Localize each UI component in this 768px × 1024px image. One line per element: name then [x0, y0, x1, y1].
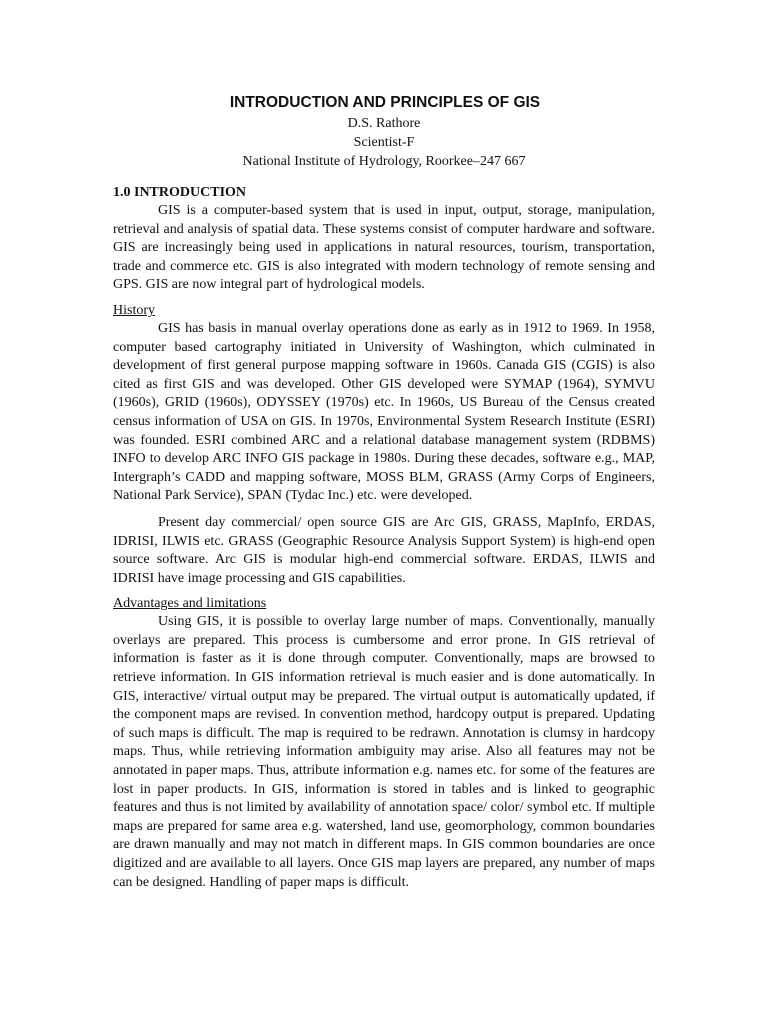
author-name: D.S. Rathore — [347, 116, 421, 131]
advantages-heading: Advantages and limitations — [113, 596, 267, 612]
present-day-paragraph: Present day commercial/ open source GIS are Arc GIS, GRASS, MapInfo, ERDAS, IDRISI, ILWIS etc. GRASS (Geographic Resource Analysis Support System) is high-end open source software. Arc GIS is modular high-end commercial software. ERDAS, ILWIS and IDRISI have image processing and GIS capabilities. — [113, 514, 655, 586]
document-title: INTRODUCTION AND PRINCIPLES OF GIS — [229, 94, 541, 111]
intro-paragraph: GIS is a computer-based system that is used in input, output, storage, manipulation, retrieval and analysis of spatial data. These systems consist of computer hardware and software. GIS are increasingly being used in applications in natural resources, tourism, transportation, trade and commerce etc. GIS is also integrated with modern technology of remote sensing and GPS. GIS are now integral part of hydrological models. — [113, 203, 655, 293]
document-page — [113, 92, 655, 892]
author-affiliation: National Institute of Hydrology, Roorkee–247 667 — [242, 154, 526, 169]
history-paragraph: GIS has basis in manual overlay operations done as early as in 1912 to 1969. In 1958, computer based cartography initiated in University of Washington, which culminated in development of first general purpose mapping software in 1960s. Canada GIS (CGIS) is also cited as first GIS and was developed. Other GIS developed were SYMAP (1964), SYMVU (1960s), GRID (1960s), ODYSSEY (1970s) etc. In 1960s, US Bureau of the Census created census information of USA on GIS. In 1970s, Environmental System Research Institute (ESRI) was founded. ESRI combined ARC and a relational database management system (RDBMS) INFO to develop ARC INFO GIS package in 1980s. During these decades, software e.g., MAP, Intergraph’s CADD and mapping software, MOSS BLM, GRASS (Army Corps of Engineers, National Park Service), SPAN (Tydac Inc.) etc. were developed. — [113, 320, 655, 504]
section-heading-introduction: 1.0 INTRODUCTION — [113, 185, 247, 200]
advantages-paragraph: Using GIS, it is possible to overlay large number of maps. Conventionally, manually overlays are prepared. This process is cumbersome and error prone. In GIS retrieval of information is faster as it is done through computer. Conventionally, maps are browsed to retrieve information. In GIS information retrieval is much easier and is done automatically. In GIS, interactive/ virtual output may be prepared. The virtual output is automatically updated, if the component maps are revised. In convention method, hardcopy output is prepared. Updating of such maps is difficult. The map is required to be redrawn. Annotation is clumsy in hardcopy maps. Thus, while retrieving information ambiguity may arise. Also all features may not be annotated in paper maps. Thus, attribute information e.g. names etc. for some of the features are lost in paper products. In GIS, information is stored in tables and is linked to geographic features and thus is not limited by availability of annotation space/ color/ symbol etc. If multiple maps are prepared for same area e.g. watershed, land use, geomorphology, common boundaries are drawn manually and may not match in different maps. In GIS common boundaries are once digitized and are available to all layers. Once GIS map layers are prepared, any number of maps can be designed. Handling of paper maps is difficult. — [113, 614, 655, 890]
history-heading: History — [113, 302, 155, 318]
author-designation: Scientist-F — [353, 135, 415, 150]
